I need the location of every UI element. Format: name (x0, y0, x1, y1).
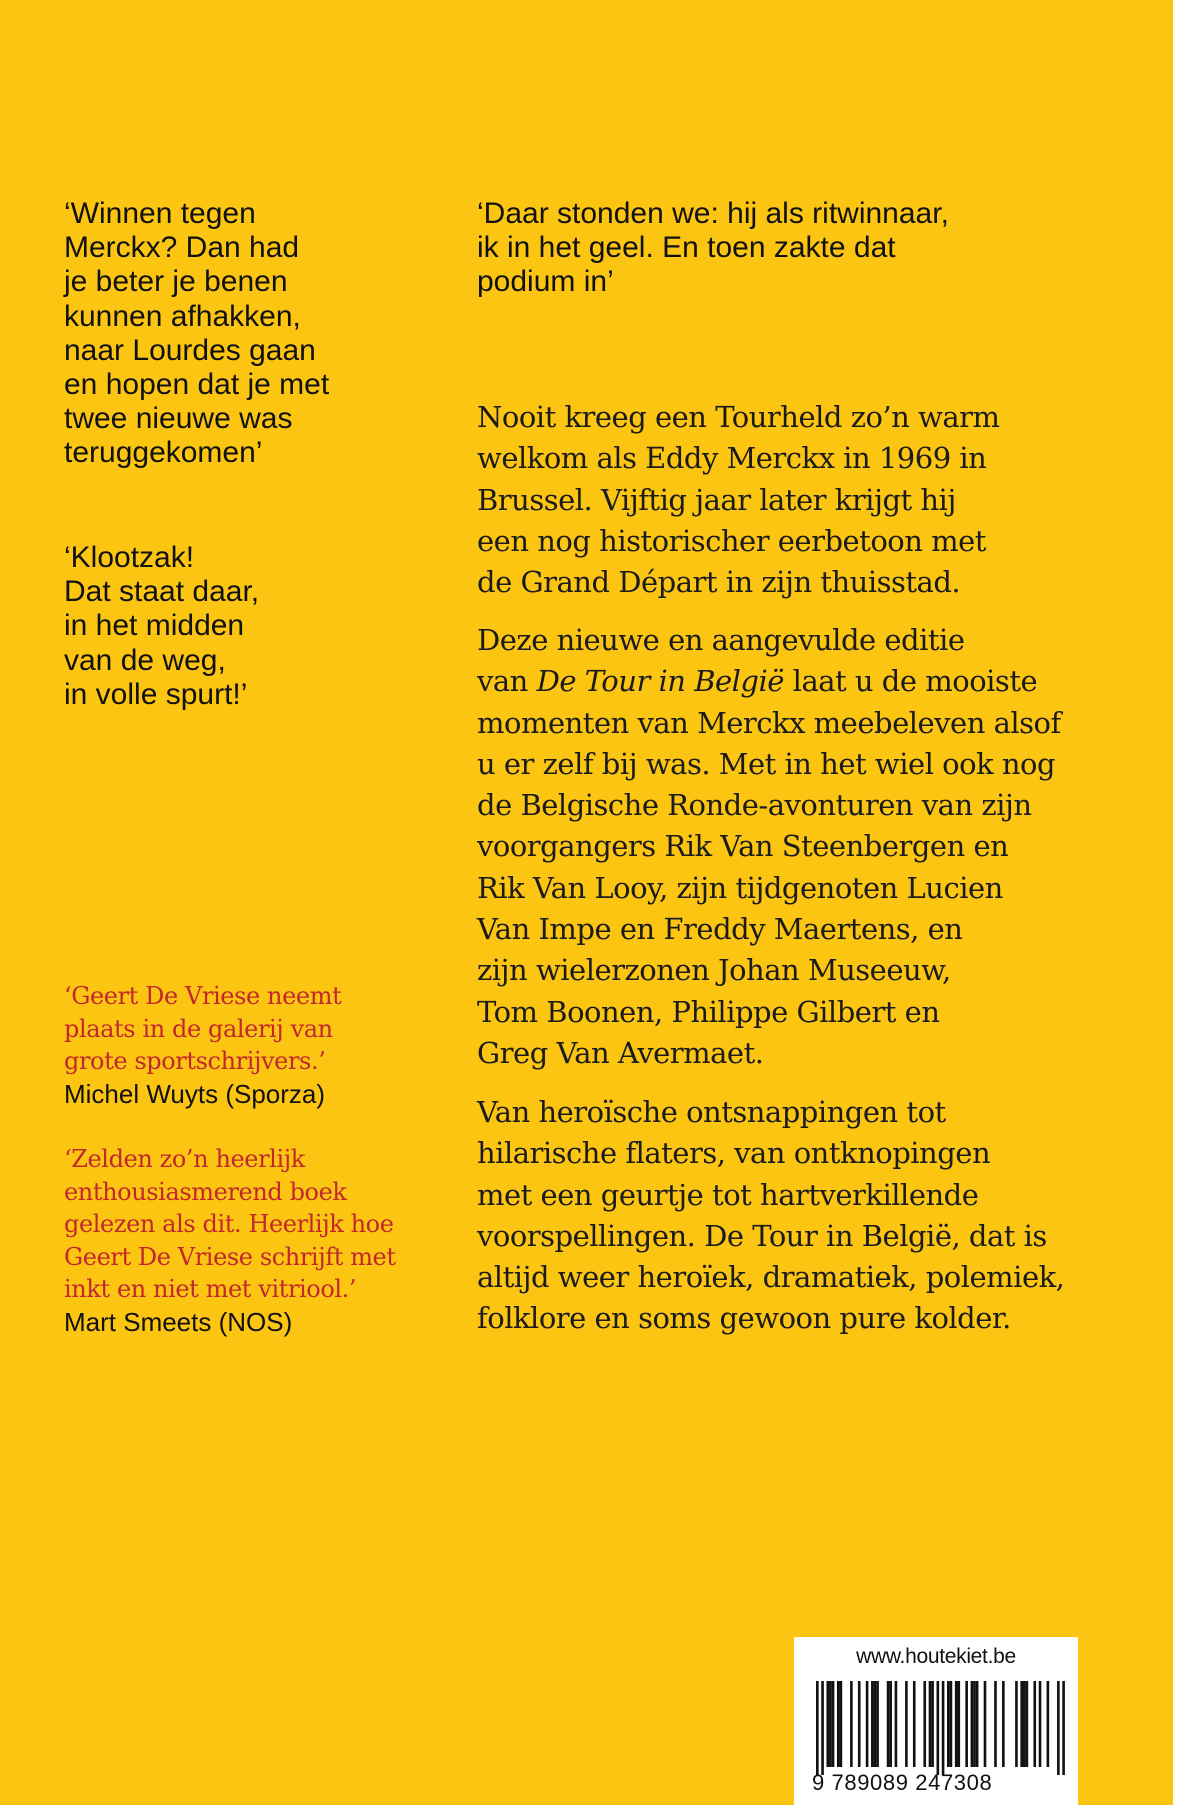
book-title: De Tour in België (536, 664, 784, 699)
barcode-bar (1020, 1681, 1023, 1767)
barcode-bar (1033, 1681, 1036, 1767)
barcode-bar (887, 1681, 890, 1767)
review-line: enthousiasmerend boek (64, 1177, 347, 1206)
barcode-bar (858, 1681, 861, 1767)
blurb-line: zijn wielerzonen Johan Museeuw, (477, 953, 951, 988)
blurb-line: Nooit kreeg een Tourheld zo’n warm (477, 400, 1000, 434)
pull-quote-klootzak (64, 541, 259, 712)
barcode-bar (1023, 1681, 1026, 1767)
barcode-bar (947, 1681, 950, 1767)
blurb-line: folklore en soms gewoon pure kolder. (477, 1301, 1011, 1336)
pull-quote-merckx (64, 197, 329, 471)
blurb-line (477, 661, 1061, 702)
barcode-bar (871, 1681, 874, 1767)
barcode-bar (832, 1681, 835, 1767)
barcode-bar (931, 1681, 934, 1767)
barcode-bar (913, 1681, 916, 1767)
blurb-line: momenten van Merckx meebeleven alsof (477, 705, 1061, 740)
blurb-text: laat u de mooiste (783, 664, 1038, 699)
review-line: ‘Zelden zo’n heerlijk (64, 1145, 305, 1173)
barcode-bar (1026, 1681, 1029, 1767)
quote-line: in volle spurt!’ (64, 677, 248, 711)
quote-line: twee nieuwe was (64, 402, 293, 436)
blurb-line: welkom als Eddy Merckx in 1969 in (477, 441, 987, 476)
barcode-bar (876, 1681, 879, 1767)
quote-line: Merckx? Dan had (64, 231, 300, 265)
quote-line: teruggekomen’ (64, 436, 263, 470)
barcode-bar (895, 1681, 898, 1767)
isbn-number: 9 789089 247308 (812, 1770, 993, 1795)
barcode-bar (950, 1681, 953, 1767)
barcode-bar (1002, 1681, 1005, 1767)
quote-line: Dat staat daar, (64, 575, 260, 609)
review-line: grote sportschrijvers.’ (64, 1047, 326, 1075)
blurb-line: Deze nieuwe en aangevulde editie (477, 623, 965, 657)
review-line: ‘Geert De Vriese neemt (64, 982, 342, 1010)
barcode-bar (889, 1681, 892, 1767)
barcode-bar (829, 1681, 832, 1767)
review-wuyts (64, 980, 341, 1110)
blurb-line: voorgangers Rik Van Steenbergen en (477, 829, 1009, 864)
barcode-bar (955, 1681, 958, 1767)
barcode-bar (971, 1681, 974, 1767)
blurb-line: Van heroïsche ontsnappingen tot (477, 1095, 946, 1129)
barcode-bar (816, 1681, 819, 1775)
quote-line: podium in’ (477, 265, 614, 299)
quote-line: ‘Klootzak! (64, 541, 195, 574)
barcode-bar (1062, 1681, 1065, 1775)
blurb-line: voorspellingen. De Tour in België, dat is (477, 1218, 1047, 1253)
barcode-bar (923, 1681, 926, 1767)
barcode-bar (1015, 1681, 1018, 1767)
blurb-paragraph-1 (477, 397, 1000, 603)
review-line: plaats in de galerij van (64, 1014, 333, 1043)
barcode-bar (973, 1681, 976, 1767)
blurb-line: de Grand Départ in zijn thuisstad. (477, 565, 961, 600)
blurb-line: Greg Van Avermaet. (477, 1035, 764, 1070)
review-author: Mart Smeets (NOS) (64, 1306, 293, 1337)
blurb-line: Rik Van Looy, zijn tijdgenoten Lucien (477, 870, 1003, 905)
barcode-bar (965, 1681, 968, 1767)
barcode-bar (976, 1681, 979, 1767)
pull-quote-podium (477, 197, 949, 300)
review-quote (64, 980, 341, 1078)
quote-line: kunnen afhakken, (64, 299, 301, 333)
blurb-line: Brussel. Vijftig jaar later krijgt hij (477, 482, 956, 517)
quote-line: naar Lourdes gaan (64, 333, 316, 367)
barcode-bar (942, 1681, 945, 1775)
barcode-bar (984, 1681, 987, 1767)
barcode-bar (957, 1681, 960, 1767)
barcode-bar (1057, 1681, 1060, 1775)
barcode-bar (1047, 1681, 1050, 1767)
blurb-line: met een geurtje tot hartverkillende (477, 1177, 979, 1212)
blurb-line: Van Impe en Freddy Maertens, en (477, 912, 963, 947)
review-author: Michel Wuyts (Sporza) (64, 1078, 326, 1109)
review-quote (64, 1143, 396, 1306)
quote-line: ik in het geel. En toen zakte dat (477, 231, 896, 265)
barcode-bar (850, 1681, 853, 1767)
review-smeets (64, 1143, 396, 1338)
blurb-paragraph-3 (477, 1092, 1064, 1340)
review-line: gelezen als dit. Heerlijk hoe (64, 1210, 394, 1238)
blurb-paragraph-2 (477, 620, 1061, 1074)
quote-line: ‘Daar stonden we: hij als ritwinnaar, (477, 197, 949, 230)
quote-line: ‘Winnen tegen (64, 197, 256, 230)
publisher-url: www.houtekiet.be (856, 1645, 1016, 1668)
barcode-bar (1039, 1681, 1042, 1767)
quote-line: van de weg, (64, 643, 226, 677)
barcode-bar (840, 1681, 843, 1767)
blurb-line: u er zelf bij was. Met in het wiel ook nog (477, 746, 1056, 781)
quote-line: in het midden (64, 609, 245, 643)
barcode-bar (826, 1681, 829, 1767)
quote-line: en hopen dat je met (64, 368, 330, 402)
blurb-line: altijd weer heroïek, dramatiek, polemiek, (477, 1260, 1065, 1295)
quote-line: je beter je benen (64, 265, 288, 299)
barcode-bar (821, 1681, 824, 1775)
blurb-line: Tom Boonen, Philippe Gilbert en (477, 994, 940, 1029)
blurb-line: hilarische flaters, van ontknopingen (477, 1136, 991, 1171)
barcode-bar (994, 1681, 997, 1767)
review-line: inkt en niet met vitriool.’ (64, 1275, 357, 1303)
barcode-bar (837, 1681, 840, 1767)
blurb-line: de Belgische Ronde-avonturen van zijn (477, 788, 1032, 823)
review-line: Geert De Vriese schrijft met (64, 1242, 396, 1271)
barcode-panel (794, 1637, 1078, 1805)
barcode-bar (905, 1681, 908, 1767)
isbn-barcode (794, 1679, 1078, 1775)
barcode-bar (929, 1681, 932, 1767)
barcode-bar (874, 1681, 877, 1767)
barcode-bar (937, 1681, 940, 1775)
blurb-line: een nog historischer eerbetoon met (477, 523, 986, 558)
barcode-bar (866, 1681, 869, 1767)
blurb-text: van (477, 664, 537, 699)
